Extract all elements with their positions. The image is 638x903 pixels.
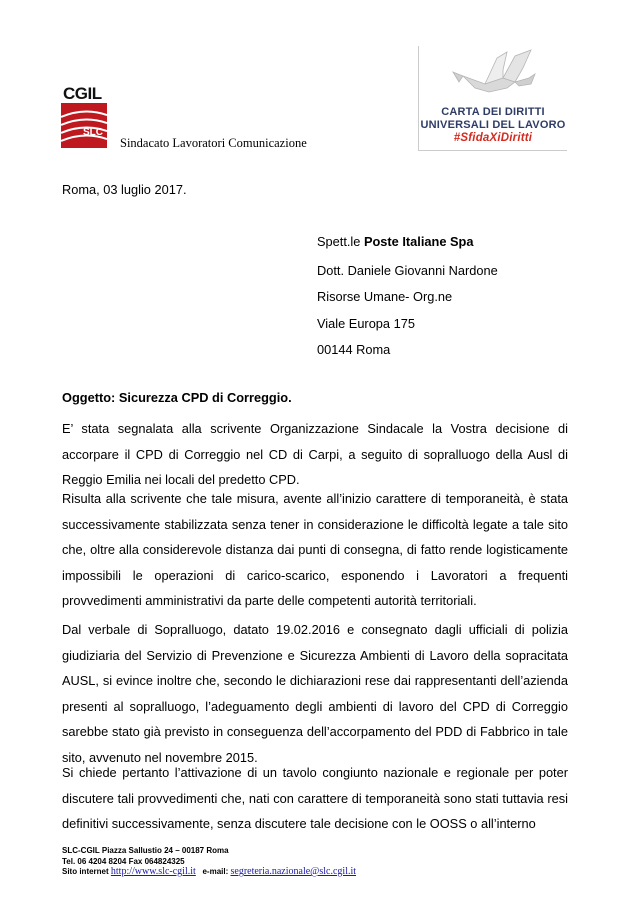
carta-logo-line-2: UNIVERSALI DEL LAVORO — [420, 119, 566, 131]
slc-logo-stripes-icon — [61, 103, 107, 148]
cgil-logo-text: CGIL — [63, 84, 102, 103]
footer-address: SLC-CGIL Piazza Sallustio 24 – 00187 Roma — [62, 846, 229, 855]
footer — [62, 846, 356, 878]
recipient-prefix: Spett.le — [317, 234, 364, 249]
date-line: Roma, 03 luglio 2017. — [62, 182, 187, 197]
slc-logo-text: SLC — [83, 127, 103, 138]
carta-logo-hashtag: #SfidaXiDiritti — [453, 132, 533, 144]
subject-line: Oggetto: Sicurezza CPD di Correggio. — [62, 390, 292, 405]
carta-logo-line-1: CARTA DEI DIRITTI — [441, 106, 545, 118]
body-paragraph: Dal verbale di Sopralluogo, datato 19.02.2016 e consegnato dagli ufficiali di polizia giudiziaria del Servizio di Prevenzione e Sicurezza Ambienti di Lavoro della sopracitata AUSL, si evince inoltre che, secondo le dichiarazioni rese dai rappresentanti dell’azienda presenti al sopralluogo, l’adeguamento degli ambienti di lavoro del CPD di Correggio sarebbe stato già previsto in conseguenza dell’accorpamento del PDD di Fabbrico in tale sito, avvenuto nel novembre 2015. — [62, 622, 568, 765]
footer-phone: Tel. 06 4204 8204 Fax 064824325 — [62, 856, 185, 866]
recipient-person: Dott. Daniele Giovanni Nardone — [317, 263, 498, 278]
recipient-company-line — [317, 234, 473, 249]
organization-name: Sindacato Lavoratori Comunicazione — [120, 136, 307, 150]
body-paragraph: E’ stata segnalata alla scrivente Organizzazione Sindacale la Vostra decisione di accorpare il CPD di Correggio nel CD di Carpi, a seguito di sopralluogo della Ausl di Reggio Emilia nei locali del predetto CPD. — [62, 421, 568, 487]
footer-site-label: Sito internet — [62, 867, 111, 876]
recipient-city: 00144 Roma — [317, 342, 391, 357]
footer-contacts — [62, 867, 356, 878]
email-link[interactable]: segreteria.nazionale@slc.cgil.it — [230, 866, 357, 877]
body-paragraph: Risulta alla scrivente che tale misura, avente all’inizio carattere di temporaneità, è stata successivamente stabilizzata senza tener in considerazione le difficoltà legate a tale sito che, oltre alla considerevole distanza dai punti di consegna, di fatto rende logisticamente impossibili le operazioni di carico-scarico, esponendo i Lavoratori a frequenti provvedimenti amministrativi da parte delle competenti autorità territoriali. — [62, 491, 568, 608]
recipient-company: Poste Italiane Spa — [363, 234, 474, 249]
body-paragraph: Si chiede pertanto l’attivazione di un tavolo congiunto nazionale e regionale per poter discutere tali provvedimenti che, nati con carattere di temporaneità sono stati tuttavia resi definitivi successivamente, senza discutere tale decisione con le OOSS o all’interno — [62, 765, 568, 831]
dove-icon — [445, 48, 555, 106]
footer-email-label: e-mail: — [195, 867, 231, 876]
recipient-street: Viale Europa 175 — [317, 316, 415, 331]
recipient-department: Risorse Umane- Org.ne — [317, 289, 453, 304]
website-link[interactable]: http://www.slc-cgil.it — [110, 866, 196, 877]
